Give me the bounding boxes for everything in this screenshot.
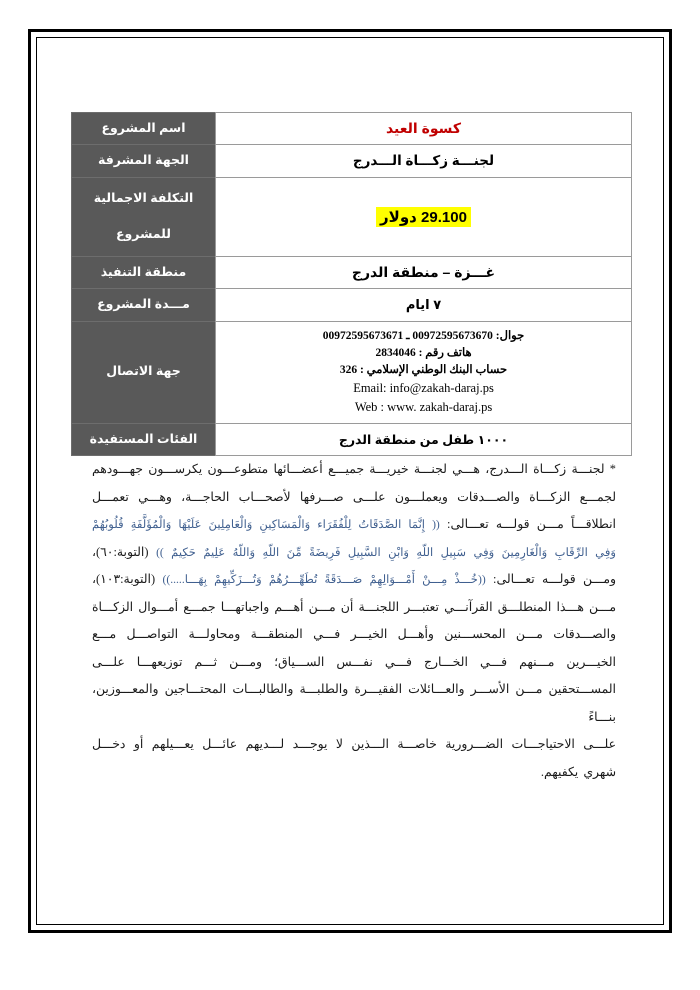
- contact-website[interactable]: Web : www. zakah-daraj.ps: [354, 400, 493, 414]
- document-page: [40, 42, 660, 922]
- description-part-1: * لجنـــة زكـــاة الـــدرج، هـــي لجنـــة خيريـــة جميـــع أعضـــائها متطوعـــون يكرســـون جهـــودهم لجمـــع الزكـــاة والصـــدقات ويعملـــون علـــى صـــرفها لأصحـــاب الحاجـــة، وهـــي تعمـــل انطلاقـــاً مـــن قولـــه تعـــالى:: [92, 462, 616, 532]
- project-duration-value-cell: [216, 289, 632, 321]
- quran-verse-tawbah-60: (( إِنَّمَا الصَّدَقَاتُ لِلْفُقَرَاء وَالْمَسَاكِينِ وَالْعَامِلِينَ عَلَيْهَا وَالْمُؤَلَّفَةِ قُلُوبُهُمْ وَفِي الرِّقَابِ وَالْغَارِمِينَ وَفِي سَبِيلِ اللّهِ وَابْنِ السَّبِيلِ فَرِيضَةً مِّنَ اللّهِ وَاللّهُ عَلِيمٌ حَكِيمٌ )): [92, 518, 616, 559]
- table-row: [72, 321, 632, 423]
- implementation-area-value-cell: [216, 256, 632, 288]
- description-paragraph-tail: علـــى الاحتياجـــات الضـــرورية خاصـــة الـــذين لا يوجـــد لـــديهم عائـــل يعـــيلهم أو دخـــل شهري يكفيهم.: [92, 737, 616, 779]
- table-row: [72, 113, 632, 145]
- contact-mobile: جوال: 00972595673670 ـ 00972595673671: [322, 329, 525, 342]
- description-paragraph-block: [92, 456, 616, 786]
- supervising-body-value: لجنـــة زكـــاة الـــدرج: [352, 153, 495, 169]
- total-cost-value: 29.100 دولار: [376, 207, 471, 227]
- project-name-value: كسوة العيد: [385, 120, 462, 137]
- contact-email[interactable]: Email: info@zakah-daraj.ps: [353, 381, 494, 396]
- table-row: [72, 145, 632, 177]
- beneficiaries-label: الفئات المستفيدة: [72, 423, 216, 455]
- supervising-body-value-cell: [216, 145, 632, 177]
- contact-bank-account: حساب البنك الوطني الإسلامي : 326: [339, 364, 508, 376]
- total-cost-label: [72, 177, 216, 256]
- project-info-table: [71, 112, 632, 456]
- implementation-area-value: غـــزة – منطقة الدرج: [351, 263, 496, 280]
- table-row: [72, 423, 632, 455]
- beneficiaries-value: ١٠٠٠ طفل من منطقة الدرج: [338, 432, 509, 447]
- project-name-value-cell: [216, 113, 632, 145]
- contact-label: جهة الاتصال: [72, 321, 216, 423]
- implementation-area-label: منطقة التنفيذ: [72, 256, 216, 288]
- quran-reference-2: (التوبة:١٠٣)، مـــن هـــذا: [92, 572, 616, 614]
- contact-phone: هاتف رقم : 2834046: [375, 346, 472, 359]
- project-name-label: اسم المشروع: [72, 113, 216, 145]
- total-cost-label-line1: التكلفة الاجمالية: [93, 191, 194, 206]
- supervising-body-label: الجهة المشرفة: [72, 145, 216, 177]
- project-duration-value: ٧ ايام: [405, 296, 442, 312]
- description-paragraph: [92, 456, 616, 731]
- quran-reference-1: (التوبة:٦٠)، ومـــن قولـــه تعـــالى:: [92, 544, 616, 587]
- table-row: [72, 256, 632, 288]
- contact-value-cell: [216, 321, 632, 423]
- total-cost-label-line2: للمشروع: [116, 226, 171, 241]
- project-duration-label: مـــدة المشروع: [72, 289, 216, 321]
- total-cost-value-cell: [216, 177, 632, 256]
- beneficiaries-value-cell: [216, 423, 632, 455]
- description-part-2: المنطلـــق القرآنـــي تعتبـــر اللجنـــة أن مـــن أهـــم واجباتهـــا جمـــع أمـــوال الزكـــاة والصـــدقات مـــن المحســـنين وأهـــل الخيـــر فـــي المنطقـــة ومحاولـــة التواصـــل مـــع الخيـــرين مـــنهم فـــي الخـــارج فـــي نفـــس الســـياق؛ ومـــن ثـــم توزيعهـــا علـــى المســـتحقين مـــن الأســـر والعـــائلات الفقيـــرة والطلبـــة والطالبـــات المحتـــاجين والمعـــوزين، بنـــاءً: [92, 599, 616, 724]
- quran-verse-tawbah-103: ((خُـــذْ مِـــنْ أَمْـــوَالِهِمْ صَـــدَقَةً تُطَهِّـــرُهُمْ وَتُـــزَكِّيهِمْ بِهَـــا.....)): [162, 573, 486, 587]
- table-row: [72, 177, 632, 256]
- table-row: [72, 289, 632, 321]
